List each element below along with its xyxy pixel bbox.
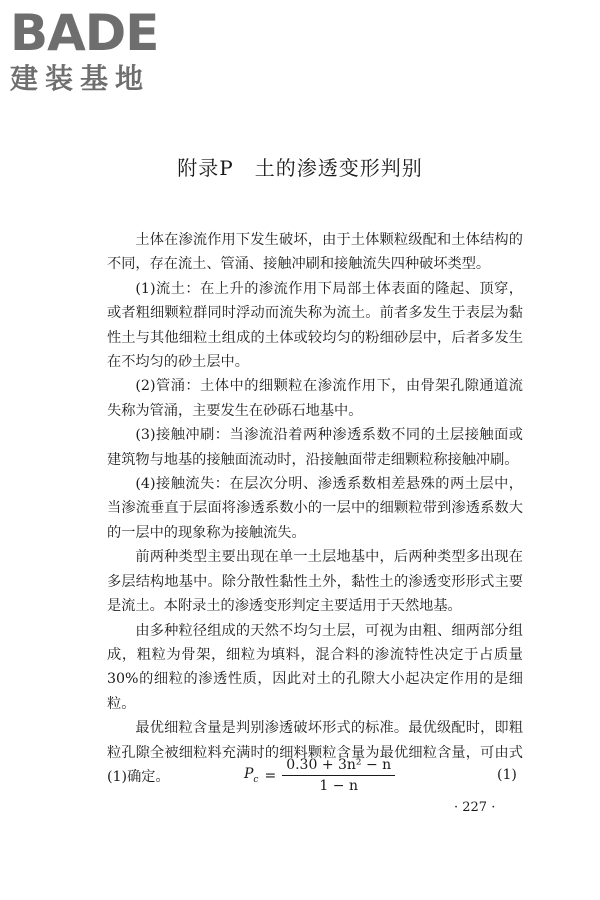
paragraph: (2)管涌：土体中的细颗粒在渗流作用下，由骨架孔隙通道流失称为管涌，主要发生在砂砾石地基中。 bbox=[107, 378, 523, 419]
paragraph: 前两种类型主要出现在单一土层地基中，后两种类型多出现在多层结构地基中。除分散性黏性土外，黏性土的渗透变形形式主要是流土。本附录土的渗透变形判定主要适用于天然地基。 bbox=[107, 549, 523, 615]
paragraph: (4)接触流失：在层次分明、渗透系数相差悬殊的两土层中，当渗流垂直于层面将渗透系数小的一层中的细颗粒带到渗透系数大的一层中的现象称为接触流失。 bbox=[107, 476, 523, 541]
formula-equals: = bbox=[264, 767, 277, 784]
page-number: · 227 · bbox=[454, 800, 496, 815]
logo bbox=[10, 4, 180, 96]
logo-mark: BADE bbox=[10, 4, 159, 62]
body-text bbox=[107, 228, 523, 789]
formula-lhs bbox=[244, 766, 258, 785]
formula bbox=[244, 757, 395, 794]
logo-subtitle: 建装基地 bbox=[10, 62, 151, 95]
formula-denominator: 1 − n bbox=[319, 778, 358, 794]
formula-numerator: 0.30 + 3n² − n bbox=[282, 757, 395, 776]
page-title: 附录P 土的渗透变形判别 bbox=[177, 156, 423, 180]
paragraph: (1)流土：在上升的渗流作用下局部土体表面的隆起、顶穿，或者粗细颗粒群同时浮动而流失称为流土。前者多发生于表层为黏性土与其他细粒土组成的土体或较均匀的粉细砂层中，后者多发生在不均匀的砂土层中。 bbox=[107, 280, 523, 371]
paragraph: 土体在渗流作用下发生破坏，由于土体颗粒级配和土体结构的不同，存在流土、管涌、接触冲刷和接触流失四种破坏类型。 bbox=[107, 232, 523, 273]
paragraph: (3)接触冲刷：当渗流沿着两种渗透系数不同的土层接触面或建筑物与地基的接触面流动时，沿接触面带走细颗粒称接触冲刷。 bbox=[107, 427, 523, 468]
paragraph: 由多种粒径组成的天然不均匀土层，可视为由粗、细两部分组成，粗粒为骨架，细粒为填料，混合料的渗流特性决定于占质量30%的细粒的渗透性质，因此对土的孔隙大小起决定作用的是细粒。 bbox=[107, 622, 523, 712]
formula-lhs-symbol: P bbox=[244, 766, 254, 783]
formula-fraction bbox=[282, 757, 395, 794]
formula-lhs-subscript: c bbox=[253, 774, 259, 785]
equation-number: (1) bbox=[497, 767, 517, 783]
paragraph: 最优细粒含量是判别渗透破坏形式的标准。最优级配时，即粗粒孔隙全被细粒料充满时的细料颗粒含量为最优细粒含量，可由式(1)确定。 bbox=[107, 720, 523, 785]
